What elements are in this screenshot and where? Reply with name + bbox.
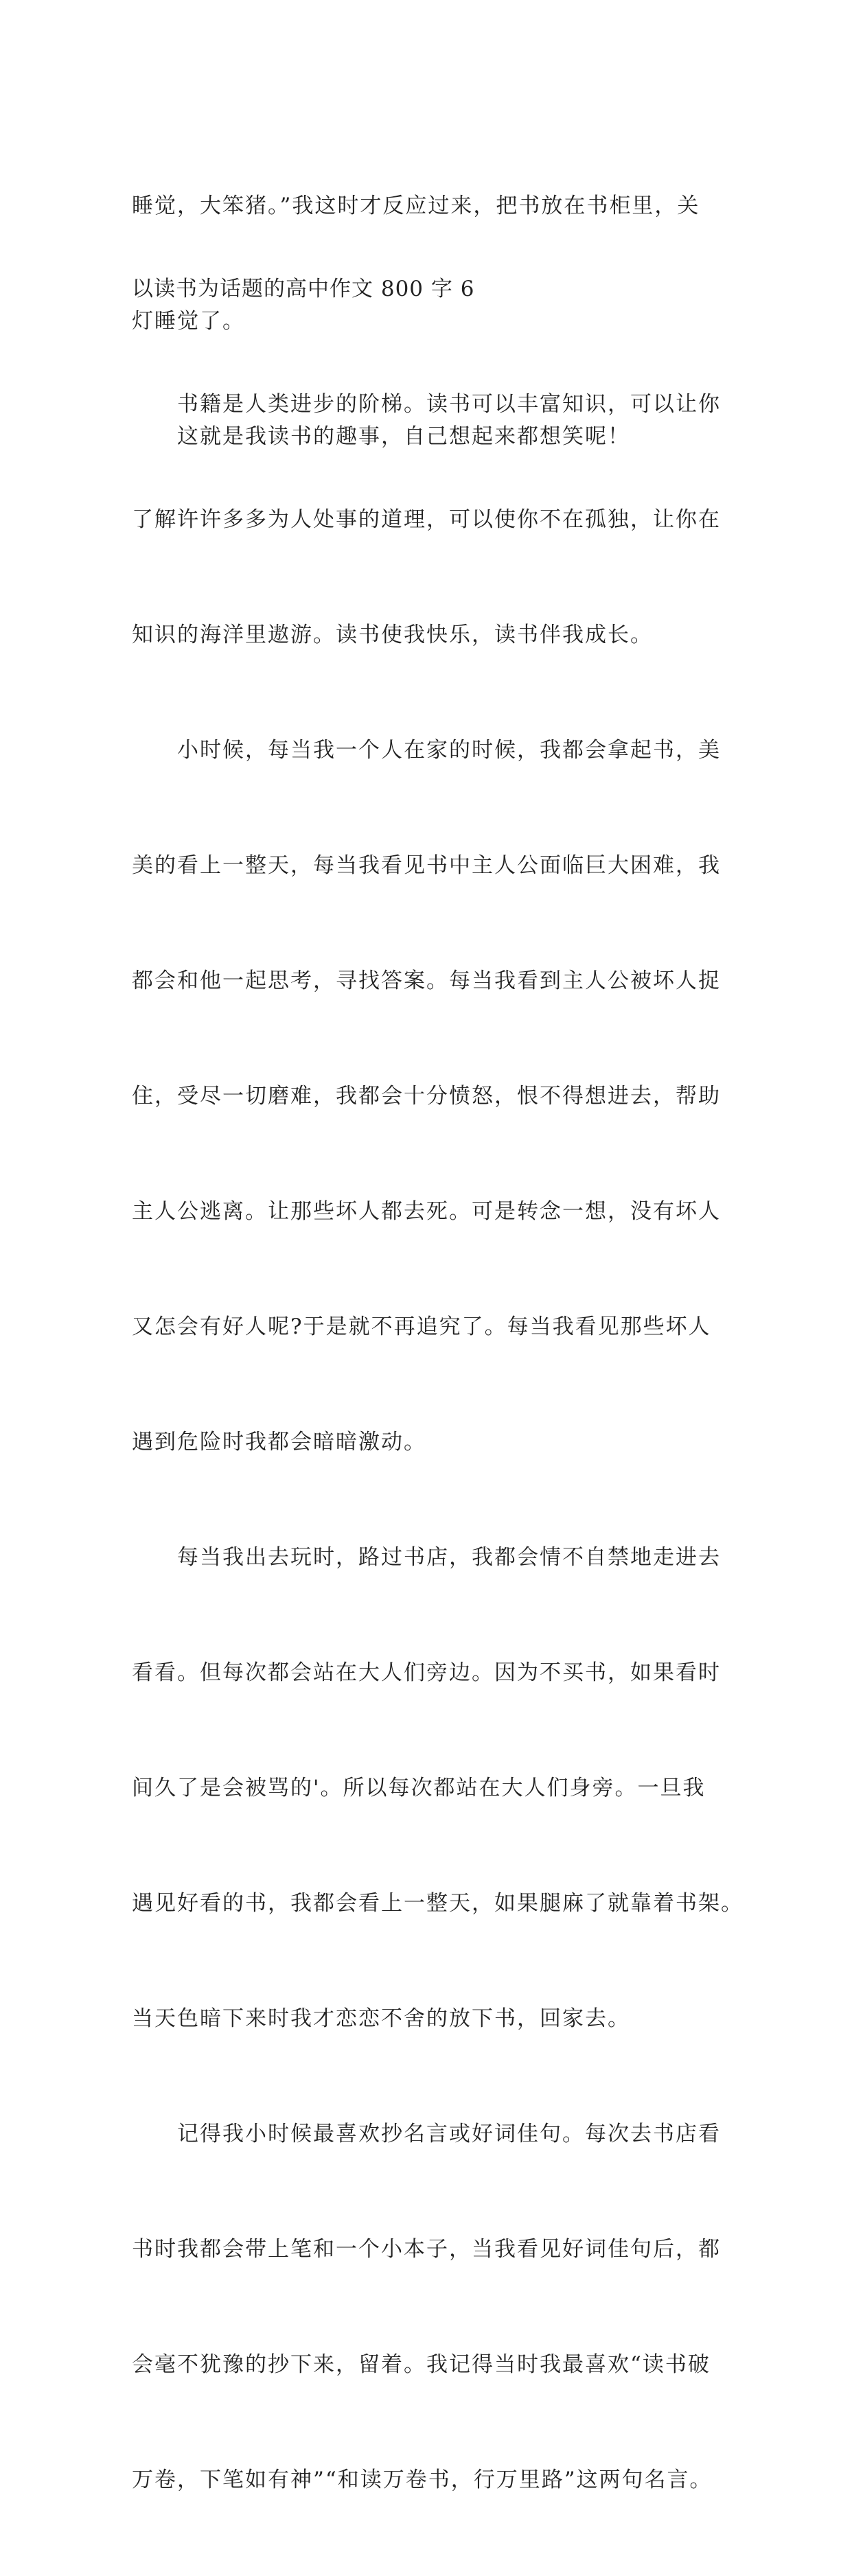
paragraph-line: 小时候，每当我一个人在家的时候，我都会拿起书，美 [132,738,721,763]
paragraph-line: 住，受尽一切磨难，我都会十分愤怒，恨不得想进去，帮助 [132,1084,721,1109]
paragraph-line: 主人公逃离。让那些坏人都去死。可是转念一想，没有坏人 [132,1199,721,1224]
paragraph-line: 看看。但每次都会站在大人们旁边。因为不买书，如果看时 [132,1660,721,1685]
paragraph-line: 记得我小时候最喜欢抄名言或好词佳句。每次去书店看 [132,2122,721,2146]
paragraph-line: 美的看上一整天，每当我看见书中主人公面临巨大困难，我 [132,853,721,878]
paragraph-line: 都会和他一起思考，寻找答案。每当我看到主人公被坏人捉 [132,968,721,993]
paragraph-line: 会毫不犹豫的抄下来，留着。我记得当时我最喜欢“读书破 [132,2352,711,2377]
paragraph-line: 万卷，下笔如有神”“和读万卷书，行万里路”这两句名言。 [132,2468,713,2492]
paragraph-line: 遇到危险时我都会暗暗激动。 [132,1430,426,1454]
paragraph-line: 书时我都会带上笔和一个小本子，当我看见好词佳句后，都 [132,2237,721,2262]
paragraph-line: 每当我出去玩时，路过书店，我都会情不自禁地走进去 [132,1545,721,1570]
paragraph-line: 知识的海洋里遨游。读书使我快乐，读书伴我成长。 [132,623,653,647]
article-body [132,308,744,2576]
paragraph-line: 间久了是会被骂的'。所以每次都站在大人们身旁。一旦我 [132,1776,706,1800]
paragraph-line: 灯睡觉了。 [132,309,245,334]
paragraph-line: 睡觉，大笨猪。”我这时才反应过来，把书放在书柜里，关 [132,194,700,218]
paragraph-line: 书籍是人类进步的阶梯。读书可以丰富知识，可以让你 [132,392,721,417]
paragraph-line: 了解许许多多为人处事的道理，可以使你不在孤独，让你在 [132,507,721,532]
paragraph-line: 这就是我读书的趣事，自己想起来都想笑呢！ [132,424,630,449]
paragraph-line: 遇见好看的书，我都会看上一整天，如果腿麻了就靠着书架。 [132,1891,744,1916]
paragraph-line: 又怎会有好人呢?于是就不再追究了。每当我看见那些坏人 [132,1314,711,1339]
article-title: 以读书为话题的高中作文 800 字 6 [132,277,475,301]
paragraph-line: 当天色暗下来时我才恋恋不舍的放下书，回家去。 [132,2006,630,2031]
